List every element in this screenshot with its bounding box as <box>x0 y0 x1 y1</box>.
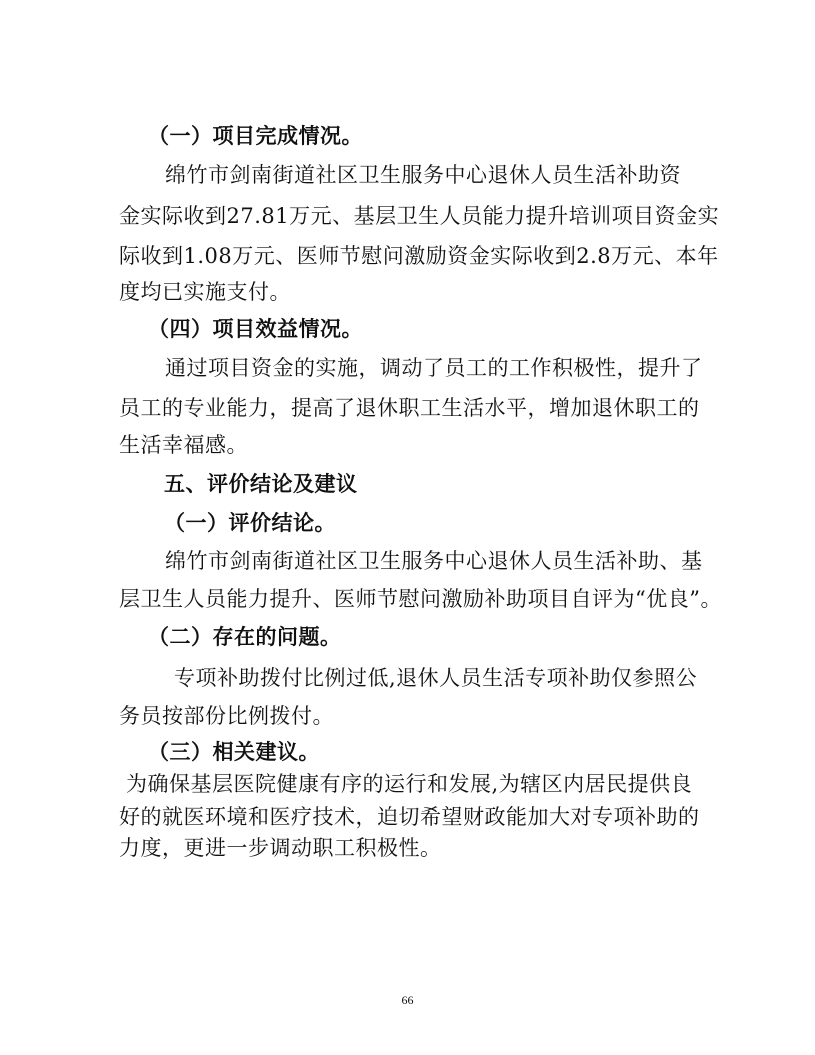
section-heading: （三）相关建议。 <box>148 739 320 764</box>
section-heading: （二）存在的问题。 <box>148 624 342 649</box>
paragraph-line: 力度，更进一步调动职工积极性。 <box>119 836 442 860</box>
paragraph-line: 务员按部份比例拨付。 <box>119 704 334 728</box>
paragraph-line: 生活幸福感。 <box>119 433 248 457</box>
paragraph-line: 金实际收到27.81万元、基层卫生人员能力提升培训项目资金实 <box>119 204 720 228</box>
paragraph-line: 专项补助拨付比例过低,退休人员生活专项补助仅参照公 <box>174 666 698 690</box>
paragraph-line: 员工的专业能力，提高了退休职工生活水平，增加退休职工的 <box>119 396 700 420</box>
paragraph-line: 绵竹市剑南街道社区卫生服务中心退休人员生活补助、基 <box>165 549 703 573</box>
page-number: 66 <box>401 993 414 1007</box>
paragraph-line: 好的就医环境和医疗技术，迫切希望财政能加大对专项补助的 <box>119 805 700 829</box>
paragraph-line: 层卫生人员能力提升、医师节慰问激励补助项目自评为“优良”。 <box>119 587 722 611</box>
section-heading: （一）评价结论。 <box>164 510 336 535</box>
paragraph-line: 通过项目资金的实施，调动了员工的工作积极性，提升了 <box>165 356 703 380</box>
section-heading: （四）项目效益情况。 <box>148 316 363 341</box>
chapter-heading: 五、评价结论及建议 <box>164 471 358 496</box>
paragraph-line: 绵竹市剑南街道社区卫生服务中心退休人员生活补助资 <box>165 163 681 187</box>
paragraph-line: 度均已实施支付。 <box>119 280 291 304</box>
paragraph-line: 为确保基层医院健康有序的运行和发展,为辖区内居民提供良 <box>126 772 693 796</box>
paragraph-line: 际收到1.08万元、医师节慰问激励资金实际收到2.8万元、本年 <box>119 244 719 268</box>
section-heading: （一）项目完成情况。 <box>148 123 363 148</box>
